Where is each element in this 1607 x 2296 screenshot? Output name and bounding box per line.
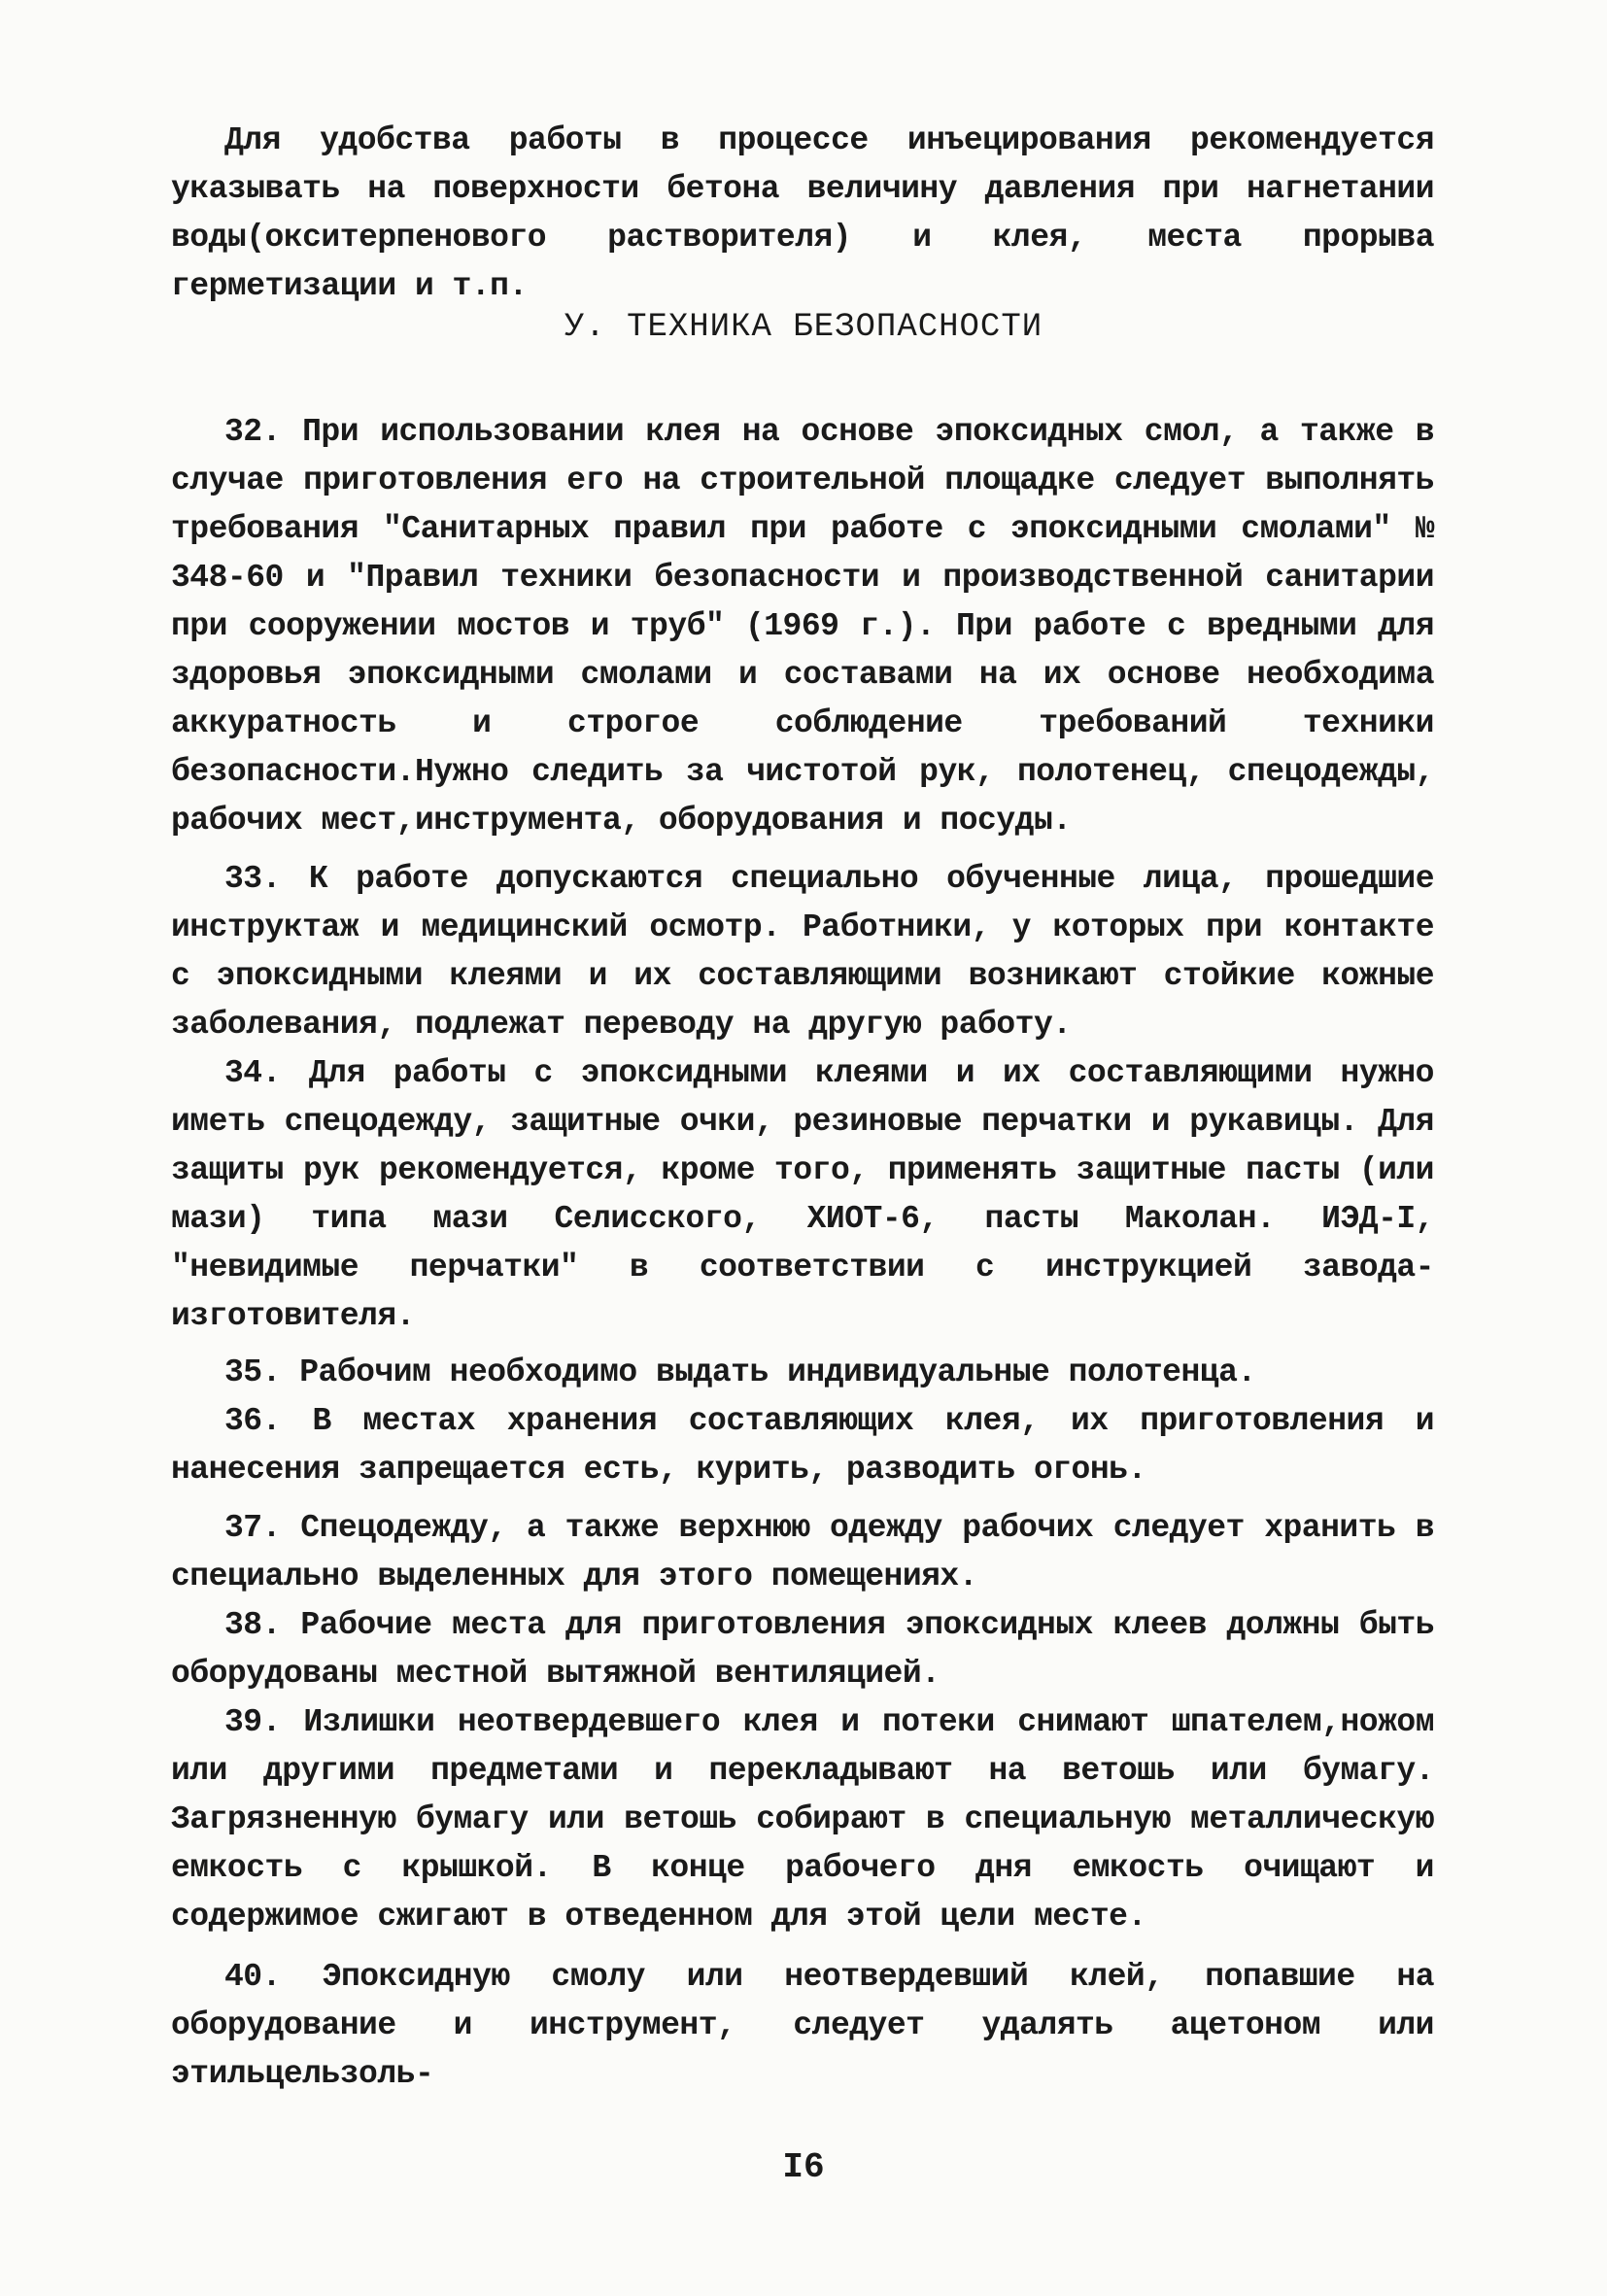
paragraph-33: 33. К работе допускаются специально обученные лица, прошедшие инструктаж и медицинский осмотр. Работники, у которых при контакте с эпоксидными клеями и их составляющими возникают стойкие кожные заболевания, подлежат переводу на другую работу. xyxy=(171,861,1434,1043)
paragraph-38: 38. Рабочие места для приготовления эпоксидных клеев должны быть оборудованы местной вытяжной вентиляцией. xyxy=(171,1607,1434,1692)
paragraph-40: 40. Эпоксидную смолу или неотвердевший клей, попавшие на оборудование и инструмент, следует удалять ацетоном или этильцельзоль- xyxy=(171,1959,1434,2092)
paragraph-39: 39. Излишки неотвердевшего клея и потеки снимают шпателем,ножом или другими предметами и перекладывают на ветошь или бумагу. Загрязненную бумагу или ветошь собирают в специальную металлическую емкость с крышкой. В конце рабочего дня емкость очищают и содержимое сжигают в отведенном для этой цели месте. xyxy=(171,1704,1434,1935)
paragraph-32: 32. При использовании клея на основе эпоксидных смол, а также в случае приготовления его на строительной площадке следует выполнять требования "Санитарных правил при работе с эпоксидными смолами" № 348-60 и "Правил техники безопасности и производственной санитарии при сооружении мостов и труб" (1969 г.). При работе с вредными для здоровья эпоксидными смолами и составами на их основе необходима аккуратность и строгое соблюдение требований техники безопасности.Нужно следить за чистотой рук, полотенец, спецодежды, рабочих мест,инструмента, оборудования и посуды. xyxy=(171,414,1434,839)
page-number: I6 xyxy=(782,2147,825,2187)
intro-block xyxy=(171,117,1434,311)
paragraph-35: 35. Рабочим необходимо выдать индивидуальные полотенца. xyxy=(224,1354,1256,1390)
paragraph-36: 36. В местах хранения составляющих клея, их приготовления и нанесения запрещается есть, курить, разводить огонь. xyxy=(171,1403,1434,1488)
paragraph-37: 37. Спецодежду, а также верхнюю одежду рабочих следует хранить в специально выделенных для этого помещениях. xyxy=(171,1510,1434,1594)
section-heading: У. ТЕХНИКА БЕЗОПАСНОСТИ xyxy=(564,309,1043,346)
safety-section xyxy=(171,408,1434,2099)
paragraph-34: 34. Для работы с эпоксидными клеями и их составляющими нужно иметь спецодежду, защитные очки, резиновые перчатки и рукавицы. Для защиты рук рекомендуется, кроме того, применять защитные пасты (или мази) типа мази Селисского, ХИОТ-6, пасты Маколан. ИЭД-I, "невидимые перчатки" в соответствии с инструкцией завода-изготовителя. xyxy=(171,1055,1434,1334)
intro-paragraph: Для удобства работы в процессе инъецирования рекомендуется указывать на поверхности бетона величину давления при нагнетании воды(окситерпенового растворителя) и клея, места прорыва герметизации и т.п. xyxy=(171,122,1434,304)
